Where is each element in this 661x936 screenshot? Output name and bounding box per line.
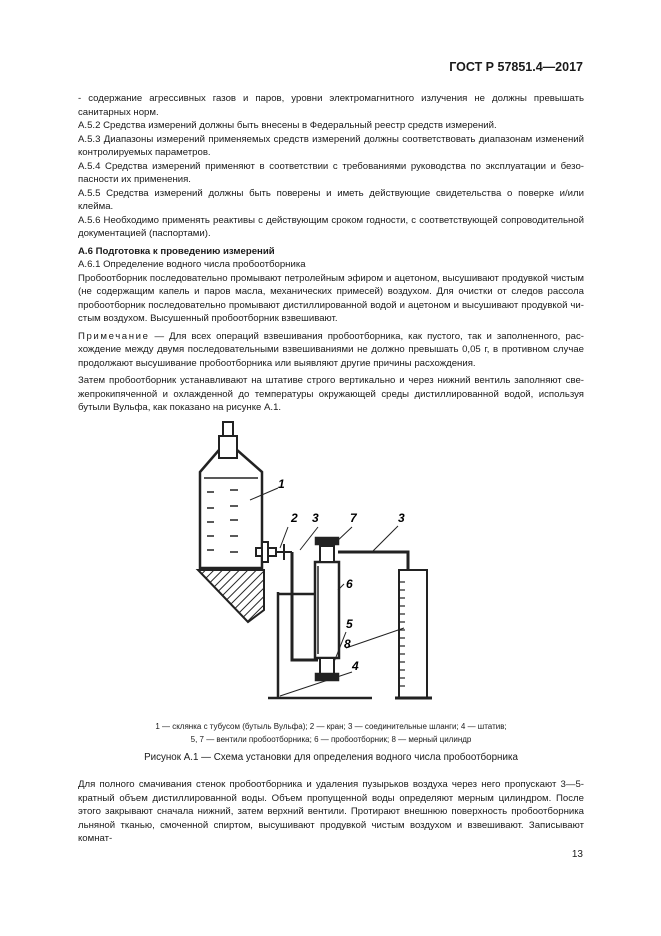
figure-legend <box>78 721 584 746</box>
label-6: 6 <box>346 577 353 591</box>
label-3-left: 3 <box>312 511 319 525</box>
paragraph-setup: Затем пробоотборник устанавливают на штативе строго вертикально и через нижний вентиль заполняют свежепрокипяченной и охлажденной до температуры окружающей среды дистиллированной водой, используя бутыли Вульфа, как показано на рисунке А.1. <box>78 375 584 413</box>
label-8: 8 <box>344 637 351 651</box>
wulff-bottle <box>200 422 262 568</box>
label-7: 7 <box>350 511 357 525</box>
apparatus-diagram <box>0 410 661 710</box>
label-1: 1 <box>278 477 285 491</box>
paragraph-a61: А.6.1 Определение водного числа пробоотборника <box>78 259 306 270</box>
paragraph-a56: А.5.6 Необходимо применять реактивы с действующим сроком годности, с соответствующей сопроводительной документацией (паспортами). <box>78 214 584 239</box>
standard-header: ГОСТ Р 57851.4—2017 <box>449 60 583 74</box>
tap <box>256 542 292 562</box>
paragraph-cleaning: Пробоотборник последовательно промывают петролейным эфиром и ацетоном, высушивают продувкой чистым (не содержащим капель и паров масла, механических примесей) воздухом. Для очистки от следов рассола пробоотборник последовательно промывают дистиллированной водой и ацетоном и высушивают продувкой чистым воздухом. Высушенный пробоотборник взвешивают. <box>78 272 584 324</box>
page-number: 13 <box>571 849 583 860</box>
paragraph-norms: - содержание агрессивных газов и паров, уровни электромагнитного излучения не должны превышать санитарных норм. <box>78 93 584 118</box>
section-title-a6: А.6 Подготовка к проведению измерений <box>78 245 275 257</box>
paragraph-a55: А.5.5 Средства измерений должны быть поверены и иметь действующие свидетельства о поверке и/или клейма. <box>78 187 584 212</box>
note-paragraph <box>78 330 584 371</box>
bottle-support <box>198 570 264 622</box>
label-4: 4 <box>352 659 359 673</box>
label-5: 5 <box>346 617 353 631</box>
paragraph-rinsing: Для полного смачивания стенок пробоотборника и удаления пузырьков воздуха через него пропускают 3—5-кратный объем дистиллированной воды. Объем пропущенной воды определяют мерным цилиндром. После этого закрывают сначала нижний, затем верхний вентили. Протирают внешнюю поверхность пробоотборника льняной тканью, смоченной спиртом, высушивают продувкой чистым воздухом и взвешивают. Записывают комнат- <box>78 779 584 844</box>
paragraph-a53: А.5.3 Диапазоны измерений применяемых средств измерений должны соответствовать диапазонам изменений контролируемых параметров. <box>78 133 584 158</box>
paragraph-a54: А.5.4 Средства измерений применяют в соответствии с требованиями руководства по эксплуатации и безопасности их применения. <box>78 160 584 185</box>
note-text: — Для всех операций взвешивания пробоотборника, как пустого, так и заполненного, расхождение между двумя последовательными взвешиваниями не должно превышать 0,05 г, в противном случае продолжают высушивание пробоотборника или выявляют другие причины расхождения. <box>78 330 584 369</box>
measuring-cylinder <box>395 570 432 698</box>
figure-a1 <box>0 410 661 710</box>
figure-title: Рисунок А.1 — Схема установки для определения водного числа пробоотборника <box>144 752 518 763</box>
legend-line-1: 1 — склянка с тубусом (бутыль Вульфа); 2 — кран; 3 — соединительные шланги; 4 — штатив; <box>155 722 507 731</box>
label-3-right: 3 <box>398 511 405 525</box>
section-a5-text <box>78 92 584 415</box>
label-2: 2 <box>291 511 298 525</box>
note-label: Примечание <box>78 330 150 342</box>
legend-line-2: 5, 7 — вентили пробоотборника; 6 — пробоотборник; 8 — мерный цилиндр <box>190 734 472 744</box>
paragraph-a52: А.5.2 Средства измерений должны быть внесены в Федеральный реестр средств измерений. <box>78 120 497 131</box>
